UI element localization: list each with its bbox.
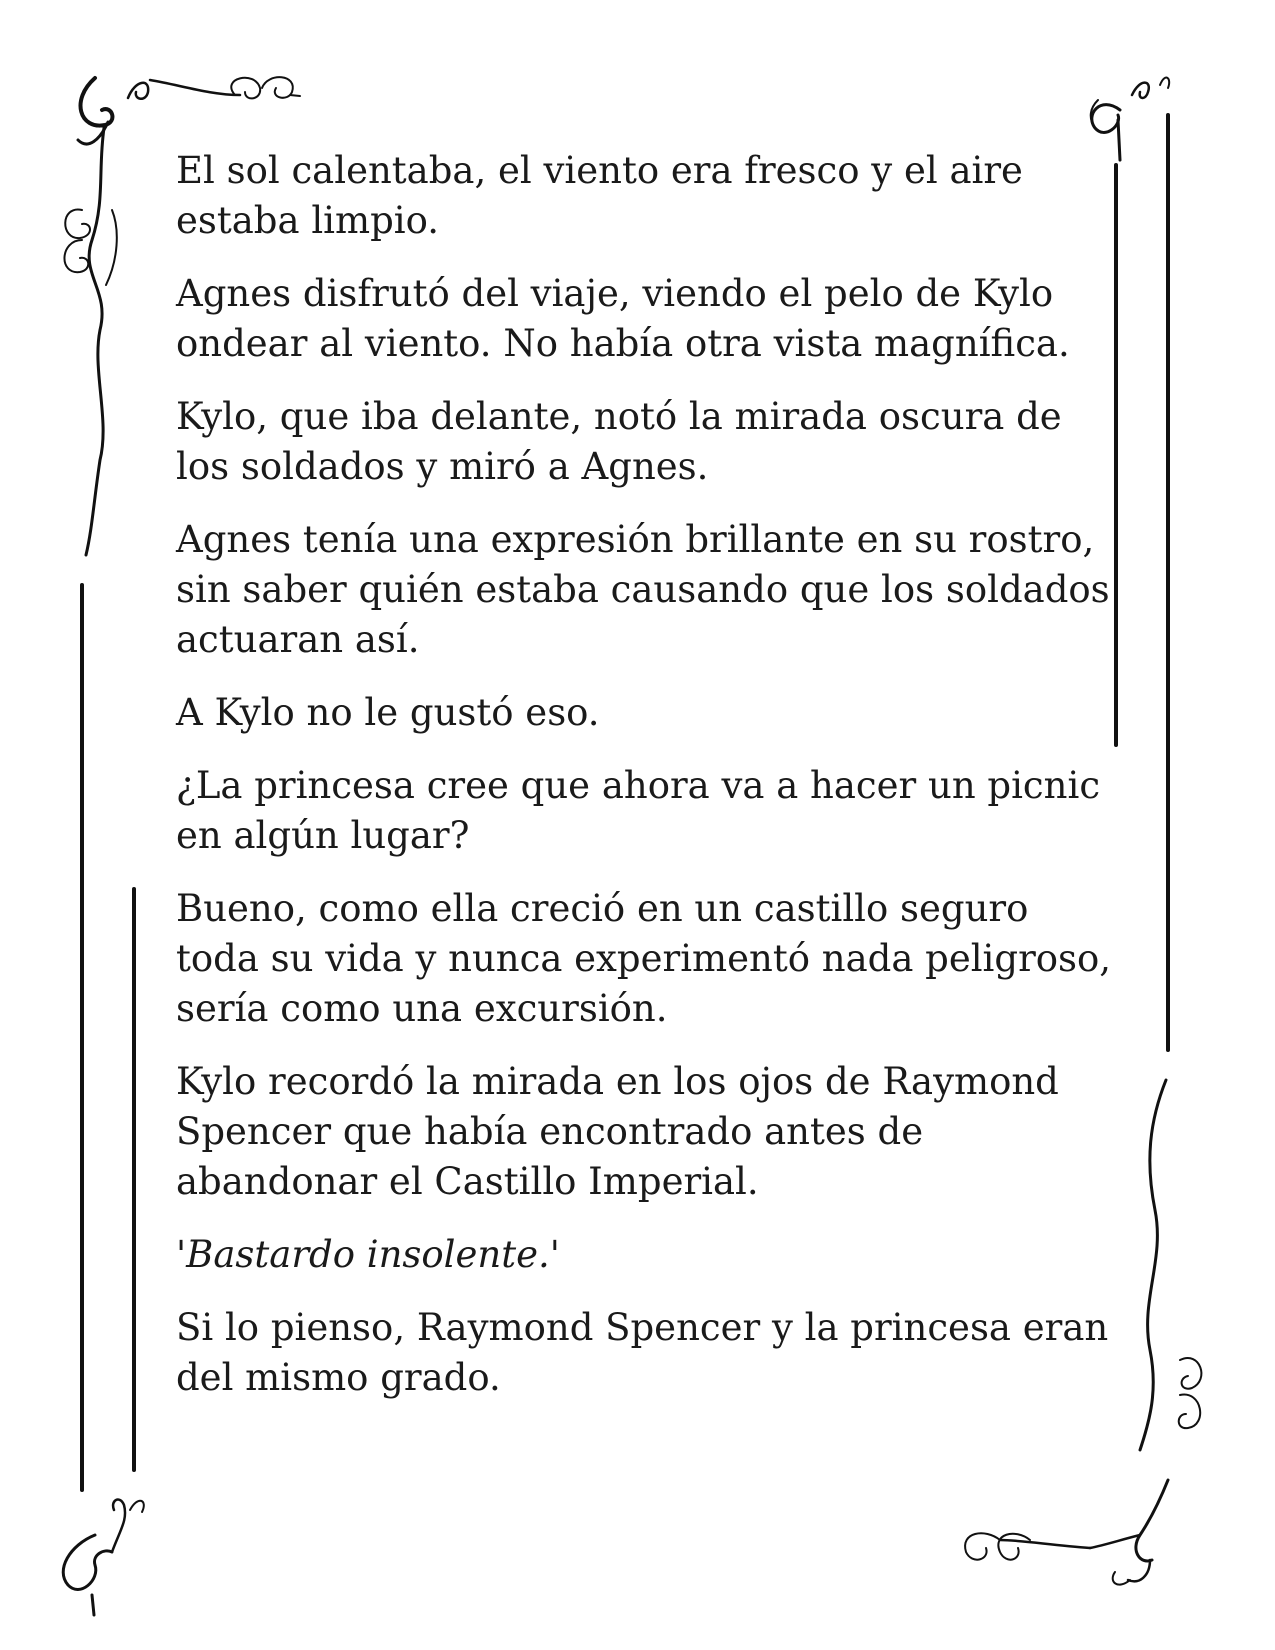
- paragraph: Si lo pienso, Raymond Spencer y la princesa eran del mismo grado.: [176, 1306, 1109, 1399]
- paragraph: Kylo, que iba delante, notó la mirada oscura de los soldados y miró a Agnes.: [176, 395, 1062, 488]
- paragraph: El sol calentaba, el viento era fresco y el aire estaba limpio.: [176, 149, 1023, 242]
- bottom-left-flourish-icon: [63, 1500, 144, 1615]
- paragraph: Agnes disfrutó del viaje, viendo el pelo de Kylo ondear al viento. No había otra vista magnífica.: [176, 272, 1070, 365]
- paragraph: Bueno, como ella creció en un castillo seguro toda su vida y nunca experimentó nada peligroso, sería como una excursión.: [176, 887, 1112, 1030]
- page-body: [176, 146, 1116, 1426]
- paragraph: Agnes tenía una expresión brillante en su rostro, sin saber quién estaba causando que los soldados actuaran así.: [176, 518, 1110, 661]
- paragraph: A Kylo no le gustó eso.: [176, 691, 600, 734]
- paragraph: Kylo recordó la mirada en los ojos de Raymond Spencer que había encontrado antes de abandonar el Castillo Imperial.: [176, 1060, 1059, 1203]
- italic-thought: 'Bastardo insolente.': [176, 1233, 560, 1276]
- paragraph: ¿La princesa cree que ahora va a hacer un picnic en algún lugar?: [176, 764, 1101, 857]
